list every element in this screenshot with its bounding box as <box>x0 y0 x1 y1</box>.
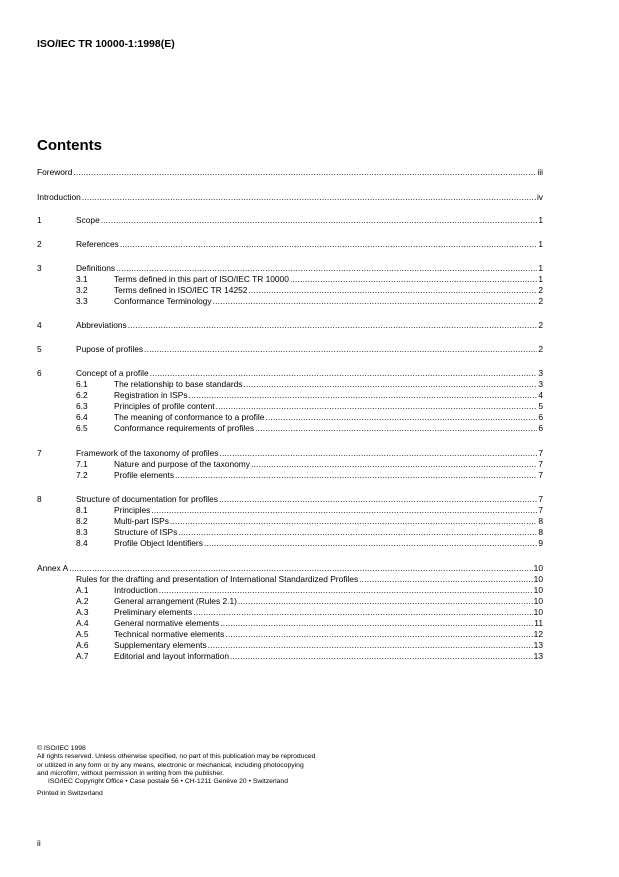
toc-entry-title: Profile elements <box>114 470 175 480</box>
toc-entry-8-4 <box>37 538 543 549</box>
toc-entry-title: Multi-part ISPs <box>114 516 169 526</box>
toc-entry-title: Structure of ISPs <box>114 527 178 537</box>
toc-entry-6-2 <box>37 390 543 401</box>
toc-entry-page: iv <box>536 192 543 202</box>
toc-leader <box>255 423 537 434</box>
toc-entry-structure <box>37 494 543 505</box>
toc-entry-7-2 <box>37 470 543 481</box>
toc-entry-page: 1 <box>538 215 543 225</box>
toc-entry-title: Definitions <box>76 263 116 273</box>
toc-leader <box>193 607 532 618</box>
toc-entry-3-1 <box>37 274 543 285</box>
toc-leader <box>359 574 533 585</box>
toc-entry-number: 8.1 <box>76 505 88 515</box>
toc-entry-number: 7 <box>37 448 42 458</box>
toc-entry-page: 7 <box>538 459 543 469</box>
toc-leader <box>220 618 533 629</box>
toc-entry-title: Introduction <box>37 192 81 202</box>
toc-entry-number: 3.3 <box>76 296 88 306</box>
toc-entry-title: Terms defined in ISO/IEC TR 14252 <box>114 285 248 295</box>
toc-leader <box>204 538 537 549</box>
toc-leader <box>128 320 538 331</box>
toc-entry-number: 8.4 <box>76 538 88 548</box>
toc-entry-title: Foreword <box>37 167 73 177</box>
toc-entry-scope <box>37 215 543 226</box>
toc-leader <box>251 459 537 470</box>
toc-entry-page: 7 <box>538 448 543 458</box>
toc-entry-number: 2 <box>37 239 42 249</box>
toc-leader <box>175 470 537 481</box>
toc-leader <box>244 379 538 390</box>
toc-entry-page: 13 <box>533 651 543 661</box>
toc-entry-title: Principles of profile content <box>114 401 215 411</box>
toc-entry-a-5 <box>37 629 543 640</box>
toc-entry-page: 6 <box>538 423 543 433</box>
toc-entry-annex-a <box>37 563 543 574</box>
toc-leader <box>238 596 533 607</box>
toc-entry-page: 2 <box>538 285 543 295</box>
rights-line-3: and microfilm, without permission in writing from the publisher. <box>37 769 224 777</box>
toc-entry-a-7 <box>37 651 543 662</box>
copyright-notice <box>37 745 315 799</box>
toc-entry-title: Profile Object Identifiers <box>114 538 203 548</box>
toc-entry-page: 13 <box>533 640 543 650</box>
toc-entry-page: 8 <box>538 516 543 526</box>
toc-entry-title: General arrangement (Rules 2.1) <box>114 596 237 606</box>
toc-entry-introduction <box>37 192 543 203</box>
toc-entry-title: Supplementary elements <box>114 640 207 650</box>
toc-entry-title: Technical normative elements <box>114 629 225 639</box>
toc-entry-number: A.2 <box>76 596 89 606</box>
toc-entry-number: A.3 <box>76 607 89 617</box>
toc-entry-number: 6.2 <box>76 390 88 400</box>
toc-entry-definitions <box>37 263 543 274</box>
toc-entry-concept <box>37 368 543 379</box>
toc-entry-title: Annex A <box>37 563 69 573</box>
toc-entry-title: Abbreviations <box>76 320 127 330</box>
toc-entry-number: 3.1 <box>76 274 88 284</box>
toc-entry-page: 8 <box>538 527 543 537</box>
toc-leader <box>73 167 536 178</box>
toc-entry-3-3 <box>37 296 543 307</box>
toc-entry-number: 3.2 <box>76 285 88 295</box>
toc-entry-page: 10 <box>533 563 543 573</box>
toc-entry-page: iii <box>537 167 543 177</box>
toc-entry-title: Scope <box>76 215 100 225</box>
toc-entry-number: 7.1 <box>76 459 88 469</box>
toc-entry-title: Principles <box>114 505 151 515</box>
copyright-office: ISO/IEC Copyright Office • Case postale 56 • CH-1211 Genève 20 • Switzerland <box>48 778 288 786</box>
toc-entry-number: A.7 <box>76 651 89 661</box>
toc-entry-a-2 <box>37 596 543 607</box>
rights-line-1: All rights reserved. Unless otherwise specified, no part of this publication may be reproduced <box>37 753 316 761</box>
toc-entry-6-1 <box>37 379 543 390</box>
toc-leader <box>230 651 533 662</box>
toc-entry-3-2 <box>37 285 543 296</box>
toc-entry-a-1 <box>37 585 543 596</box>
toc-entry-framework <box>37 448 543 459</box>
toc-entry-title: Pupose of profiles <box>76 344 144 354</box>
toc-leader <box>216 401 538 412</box>
toc-entry-number: 1 <box>37 215 42 225</box>
page-number: ii <box>37 838 41 848</box>
rights-line-2: or utilized in any form or by any means, electronic or mechanical, including photocopying <box>37 761 304 769</box>
toc-leader <box>189 390 538 401</box>
toc-entry-6-5 <box>37 423 543 434</box>
toc-entry-page: 2 <box>538 296 543 306</box>
toc-entry-6-4 <box>37 412 543 423</box>
toc-entry-number: 8.2 <box>76 516 88 526</box>
toc-leader <box>178 527 537 538</box>
toc-entry-number: 5 <box>37 344 42 354</box>
document-id: ISO/IEC TR 10000-1:1998(E) <box>37 38 175 50</box>
toc-entry-a-3 <box>37 607 543 618</box>
toc-entry-8-3 <box>37 527 543 538</box>
toc-entry-title: Registration in ISPs <box>114 390 188 400</box>
toc-entry-8-2 <box>37 516 543 527</box>
toc-entry-title: Rules for the drafting and presentation of International Standardized Profiles <box>76 574 359 584</box>
toc-entry-number: 8.3 <box>76 527 88 537</box>
toc-entry-annex-a-title <box>37 574 543 585</box>
toc-entry-page: 4 <box>538 390 543 400</box>
toc-leader <box>151 505 537 516</box>
toc-entry-number: 3 <box>37 263 42 273</box>
toc-leader <box>170 516 537 527</box>
toc-entry-number: A.1 <box>76 585 89 595</box>
toc-leader <box>213 296 538 307</box>
toc-entry-number: 6.5 <box>76 423 88 433</box>
toc-leader <box>290 274 537 285</box>
toc-entry-number: A.4 <box>76 618 89 628</box>
toc-entry-number: 7.2 <box>76 470 88 480</box>
toc-entry-title: Structure of documentation for profiles <box>76 494 218 504</box>
toc-entry-page: 10 <box>533 574 543 584</box>
toc-leader <box>159 585 533 596</box>
toc-entry-number: A.5 <box>76 629 89 639</box>
toc-entry-number: A.6 <box>76 640 89 650</box>
toc-entry-title: Framework of the taxonomy of profiles <box>76 448 219 458</box>
toc-leader <box>265 412 537 423</box>
toc-entry-title: Introduction <box>114 585 158 595</box>
toc-entry-title: Conformance Terminology <box>114 296 212 306</box>
toc-entry-page: 7 <box>538 505 543 515</box>
toc-entry-title: The meaning of conformance to a profile <box>114 412 265 422</box>
toc-entry-page: 10 <box>533 585 543 595</box>
toc-entry-page: 7 <box>538 470 543 480</box>
toc-entry-title: Conformance requirements of profiles <box>114 423 255 433</box>
toc-entry-page: 1 <box>538 239 543 249</box>
toc-entry-page: 3 <box>538 368 543 378</box>
toc-leader <box>101 215 538 226</box>
toc-leader <box>69 563 532 574</box>
toc-entry-title: General normative elements <box>114 618 220 628</box>
toc-leader <box>150 368 538 379</box>
toc-entry-8-1 <box>37 505 543 516</box>
toc-entry-title: Editorial and layout information <box>114 651 229 661</box>
toc-leader <box>225 629 532 640</box>
toc-entry-purpose <box>37 344 543 355</box>
toc-entry-title: Concept of a profile <box>76 368 149 378</box>
toc-leader <box>219 448 537 459</box>
toc-leader <box>120 239 538 250</box>
toc-entry-page: 1 <box>538 263 543 273</box>
toc-entry-page: 10 <box>533 607 543 617</box>
toc-entry-page: 3 <box>538 379 543 389</box>
toc-entry-page: 11 <box>534 618 543 628</box>
copyright-line: © ISO/IEC 1998 <box>37 745 86 752</box>
toc-entry-7-1 <box>37 459 543 470</box>
toc-entry-title: Nature and purpose of the taxonomy <box>114 459 250 469</box>
toc-leader <box>116 263 537 274</box>
toc-entry-number: 4 <box>37 320 42 330</box>
toc-entry-page: 9 <box>538 538 543 548</box>
toc-entry-number: 6.3 <box>76 401 88 411</box>
toc-entry-abbreviations <box>37 320 543 331</box>
toc-entry-title: References <box>76 239 119 249</box>
toc-leader <box>248 285 537 296</box>
toc-entry-number: 6.4 <box>76 412 88 422</box>
toc-leader <box>82 192 536 203</box>
toc-leader <box>208 640 533 651</box>
toc-entry-title: Terms defined in this part of ISO/IEC TR 10000 <box>114 274 289 284</box>
toc-entry-number: 6.1 <box>76 379 88 389</box>
toc-entry-6-3 <box>37 401 543 412</box>
toc-entry-references <box>37 239 543 250</box>
toc-entry-foreword <box>37 167 543 178</box>
toc-entry-page: 6 <box>538 412 543 422</box>
toc-entry-a-4 <box>37 618 543 629</box>
toc-entry-page: 2 <box>538 344 543 354</box>
toc-entry-page: 5 <box>538 401 543 411</box>
toc-entry-title: The relationship to base standards <box>114 379 243 389</box>
toc-entry-page: 2 <box>538 320 543 330</box>
toc-entry-number: 8 <box>37 494 42 504</box>
toc-entry-page: 10 <box>533 596 543 606</box>
toc-entry-page: 7 <box>538 494 543 504</box>
toc-entry-page: 1 <box>538 274 543 284</box>
toc-leader <box>144 344 537 355</box>
contents-heading: Contents <box>37 137 102 154</box>
toc-leader <box>219 494 537 505</box>
toc-entry-page: 12 <box>533 629 543 639</box>
toc-entry-number: 6 <box>37 368 42 378</box>
toc-entry-title: Preliminary elements <box>114 607 193 617</box>
toc-entry-a-6 <box>37 640 543 651</box>
printed-in: Printed in Switzerland <box>37 790 103 798</box>
